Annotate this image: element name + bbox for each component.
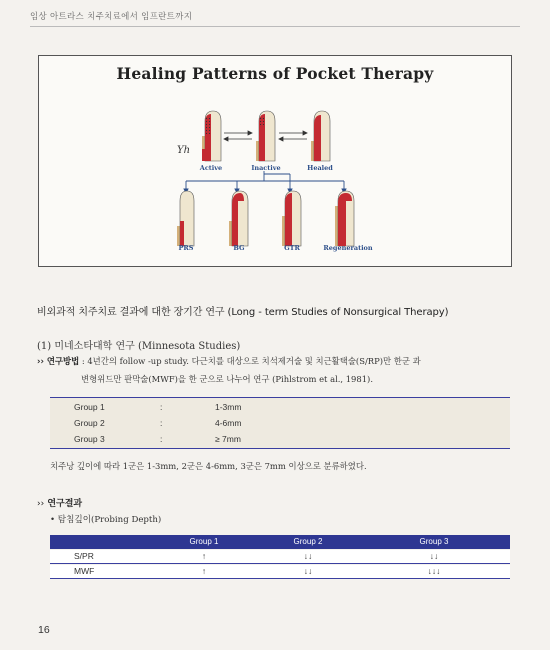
results-table-header xyxy=(50,535,510,549)
group-colon: : xyxy=(160,418,163,428)
table-cell: ↑ xyxy=(201,551,207,561)
tooth-gtr-illustration xyxy=(282,191,301,246)
subsection-title: (1) 미네소타대학 연구 (Minnesota Studies) xyxy=(37,341,241,352)
table-row xyxy=(50,432,510,448)
probing-depth-bullet: • 탐침깊이(Probing Depth) xyxy=(50,515,162,525)
results-table xyxy=(50,535,510,581)
table-cell: ↓↓ xyxy=(303,551,313,561)
tooth-active-illustration xyxy=(202,111,221,161)
method-paragraph-line2: 변형위드만 판막술(MWF)을 한 군으로 나누어 연구 (Pihlstrom et al., 1981). xyxy=(81,374,373,384)
figure-side-label: Yh xyxy=(177,145,191,156)
table-row xyxy=(50,565,510,579)
tooth-regeneration-illustration xyxy=(335,191,354,246)
page-number: 16 xyxy=(38,624,50,636)
group-classification-table xyxy=(50,397,510,449)
outcome-label-gtr: GTR xyxy=(284,244,300,252)
header-cell: Group 2 xyxy=(293,537,323,546)
header-cell: Group 3 xyxy=(419,537,449,546)
results-heading-text: 연구결과 xyxy=(47,499,83,509)
row-label: S/PR xyxy=(74,551,94,561)
tooth-healed-illustration xyxy=(311,111,330,161)
stage-label-active: Active xyxy=(199,164,223,172)
group-colon: : xyxy=(160,402,163,412)
group-colon: : xyxy=(160,434,163,444)
group-range: ≥ 7mm xyxy=(215,434,241,444)
tooth-prs-illustration xyxy=(177,191,194,246)
header-divider xyxy=(30,26,520,27)
table-cell: ↓↓ xyxy=(303,566,313,576)
outcome-label-prs: PRS xyxy=(178,244,194,252)
table-row xyxy=(50,400,510,416)
results-heading xyxy=(37,496,82,509)
section-heading: 비외과적 치주치료 결과에 대한 장기간 연구 (Long - term Studies of Nonsurgical Therapy) xyxy=(37,307,449,318)
method-text-1: : 4년간의 follow -up study. 다근치를 대상으로 치석제거술 및 치근활택술(S/RP)만 한군 과 xyxy=(79,356,421,366)
table-row xyxy=(50,550,510,564)
table-cell: ↑ xyxy=(201,566,207,576)
table-cell: ↓↓↓ xyxy=(427,566,441,576)
stage-label-inactive: Inactive xyxy=(251,164,281,172)
outcome-label-regeneration: Regeneration xyxy=(323,244,373,252)
stage-label-healed: Healed xyxy=(307,164,333,172)
branch-lines xyxy=(184,171,346,193)
group-range: 4-6mm xyxy=(215,418,242,428)
figure-title: Healing Patterns of Pocket Therapy xyxy=(116,64,434,83)
group-name: Group 1 xyxy=(74,402,105,412)
group-name: Group 3 xyxy=(74,434,105,444)
method-paragraph-line1 xyxy=(37,355,513,367)
healing-diagram xyxy=(39,56,513,268)
group-range: 1-3mm xyxy=(215,402,242,412)
figure-box xyxy=(38,55,512,267)
group-name: Group 2 xyxy=(74,418,105,428)
tooth-inactive-illustration xyxy=(256,111,275,161)
running-head: 임상 아트라스 치주치료에서 임프란트까지 xyxy=(30,12,193,22)
results-chevron: ›› xyxy=(37,499,45,509)
row-label: MWF xyxy=(74,566,95,576)
header-cell: Group 1 xyxy=(189,537,219,546)
outcome-label-bg: BG xyxy=(233,244,245,252)
table-cell: ↓↓ xyxy=(429,551,439,561)
method-lead: ›› 연구방법 xyxy=(37,356,80,366)
tooth-bg-illustration xyxy=(229,191,248,246)
table-row xyxy=(50,416,510,432)
classification-note: 치주낭 깊이에 따라 1군은 1-3mm, 2군은 4-6mm, 3군은 7mm 이상으로 분류하였다. xyxy=(50,461,367,471)
